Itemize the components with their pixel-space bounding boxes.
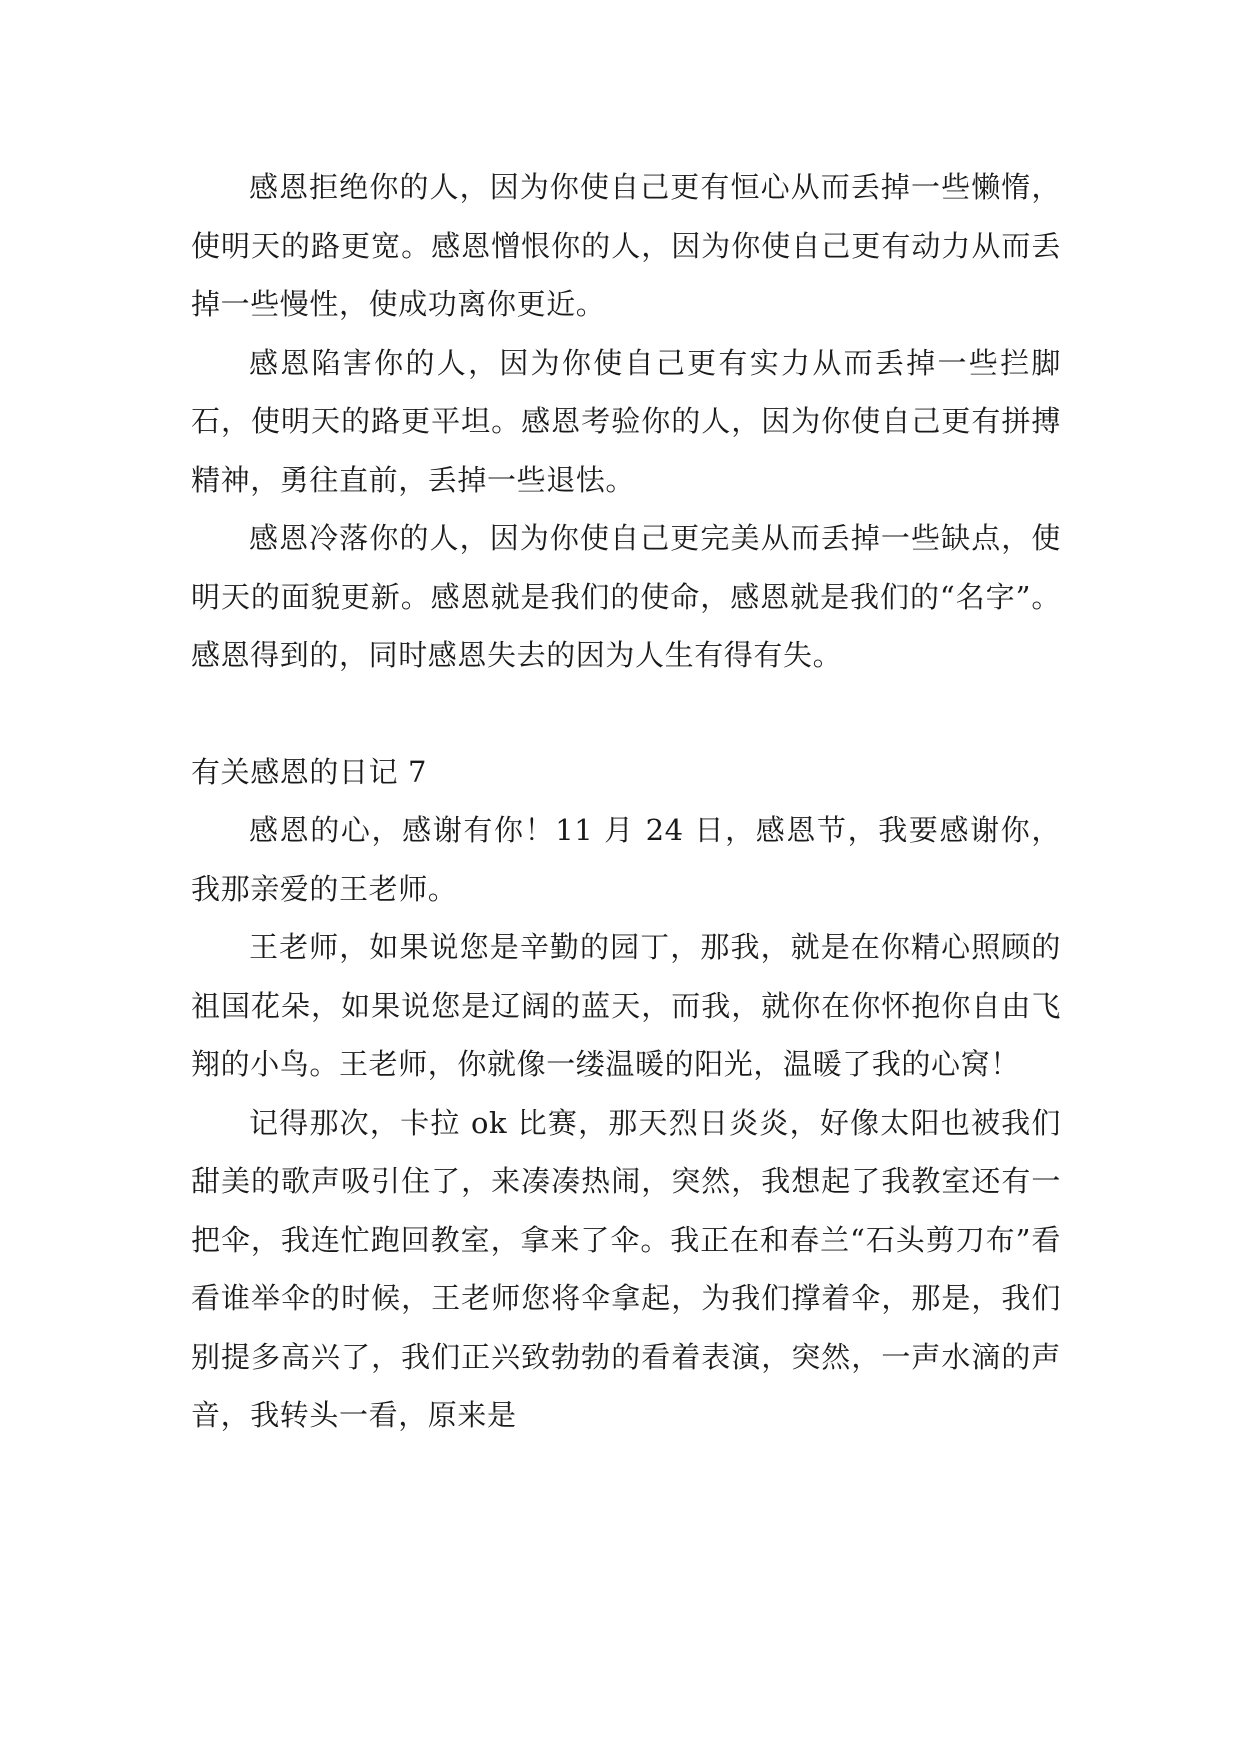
paragraph-5: 王老师，如果说您是辛勤的园丁，那我，就是在你精心照顾的祖国花朵，如果说您是辽阔的蓝天，而我，就你在你怀抱你自由飞翔的小鸟。王老师，你就像一缕温暖的阳光，温暖了我的心窝！ [191,930,1061,1081]
paragraph-2: 感恩陷害你的人，因为你使自己更有实力从而丢掉一些拦脚石，使明天的路更平坦。感恩考验你的人，因为你使自己更有拼搏精神，勇往直前，丢掉一些退怯。 [191,345,1061,497]
section-heading: 有关感恩的日记 7 [191,754,428,789]
paragraph-1: 感恩拒绝你的人，因为你使自己更有恒心从而丢掉一些懒惰，使明天的路更宽。感恩憎恨你的人，因为你使自己更有动力从而丢掉一些慢性，使成功离你更近。 [191,170,1061,321]
paragraph-4: 感恩的心，感谢有你！11 月 24 日，感恩节，我要感谢你，我那亲爱的王老师。 [191,813,1061,906]
document-body [191,158,1061,1445]
paragraph-3: 感恩冷落你的人，因为你使自己更完美从而丢掉一些缺点，使明天的面貌更新。感恩就是我们的使命，感恩就是我们的“名字”。感恩得到的，同时感恩失去的因为人生有得有失。 [191,521,1061,672]
paragraph-6: 记得那次，卡拉 ok 比赛，那天烈日炎炎，好像太阳也被我们甜美的歌声吸引住了，来凑凑热闹，突然，我想起了我教室还有一把伞，我连忙跑回教室，拿来了伞。我正在和春兰“石头剪刀布”看看谁举伞的时候，王老师您将伞拿起，为我们撑着伞，那是，我们别提多高兴了，我们正兴致勃勃的看着表演，突然，一声水滴的声音，我转头一看，原来是 [191,1105,1061,1432]
